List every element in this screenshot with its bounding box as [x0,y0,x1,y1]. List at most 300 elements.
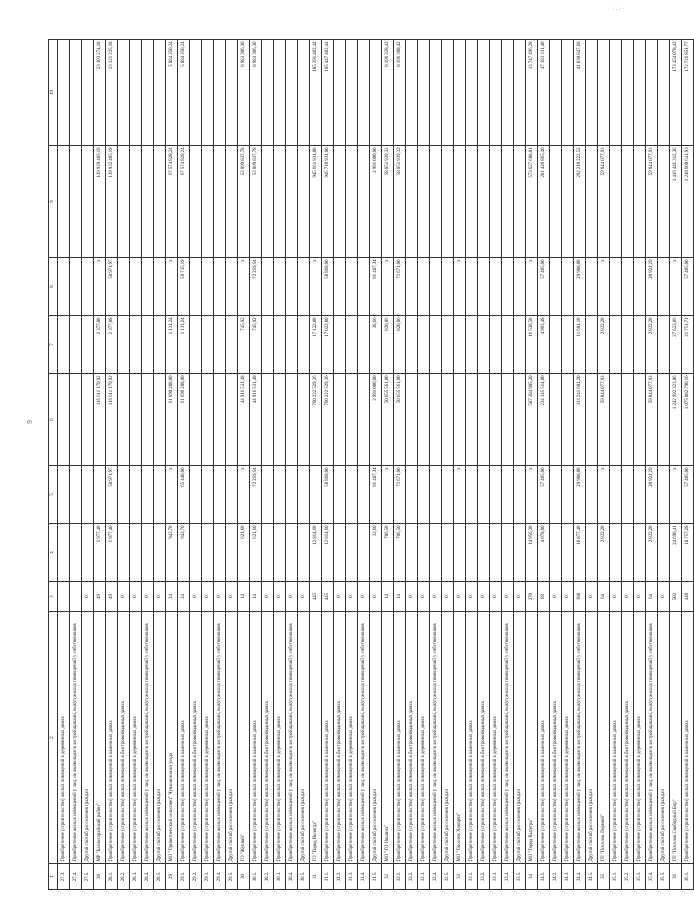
row-value [514,40,526,146]
row-number: 34.3. [562,864,574,890]
table-row [550,40,562,890]
row-value [586,316,598,374]
row-value: 58 971,97 [106,258,118,316]
table-row [574,40,586,890]
row-value: 292 210 222,52 [574,146,586,258]
row-value [658,40,670,146]
row-value: 61 690 288,00 [178,374,190,466]
row-value: 71 671,00 [394,466,406,524]
table-row [634,40,646,890]
row-value: 0 [82,582,94,612]
table-row [274,40,286,890]
row-value [430,316,442,374]
table-row [430,40,442,890]
row-number: 29.1. [178,864,190,890]
row-value [634,146,646,258]
row-value: x [454,258,466,316]
row-number: 28.3. [130,864,142,890]
row-value [442,40,454,146]
row-value: 53 899 837,78 [238,146,250,258]
row-value: 47 183 331,40 [538,40,550,146]
row-value: 0 [634,582,646,612]
row-number: 31.2. [334,864,346,890]
row-value [298,146,310,258]
row-value: 942,70 [178,524,190,582]
row-value [154,146,166,258]
row-value [466,316,478,374]
row-value [262,258,274,316]
row-value: 17 022,80 [322,316,334,374]
row-value: 14 [382,582,394,612]
row-value [118,524,130,582]
row-value [430,374,442,466]
row-value [358,316,370,374]
row-value: 24 [166,582,178,612]
row-value: 139 932 405,19 [106,146,118,258]
row-value: 64 [598,582,610,612]
row-value: 445 [322,582,334,612]
row-value: 24 690,41 [670,524,682,582]
row-value: 945 710 931,80 [322,146,334,258]
column-header: 3 [49,582,58,612]
row-value [82,146,94,258]
row-value [346,374,358,466]
row-value [622,316,634,374]
row-value [466,466,478,524]
row-value: 0 [274,582,286,612]
table-row [310,40,322,890]
row-value: 20 921,29 [646,466,658,524]
row-value [142,146,154,258]
row-value [406,258,418,316]
row-description: Другой способ расселения граждан [514,612,526,864]
table-row [670,40,682,890]
row-description: Приобретение жилых помещений у лиц, не являющихся застройщиками, выкуп жилых помещений у собственников [358,612,370,864]
row-value [286,258,298,316]
row-value [586,524,598,582]
row-value [550,466,562,524]
row-value: 0 [550,582,562,612]
row-number: 31.4. [358,864,370,890]
row-value [490,374,502,466]
table-row [466,40,478,890]
row-value: x [526,466,538,524]
row-value [262,374,274,466]
row-value [466,146,478,258]
row-value [610,466,622,524]
row-value: 0 [406,582,418,612]
row-value [550,40,562,146]
row-number: 29 [166,864,178,890]
row-value [514,466,526,524]
row-value [214,524,226,582]
table-row [250,40,262,890]
row-value [442,146,454,258]
row-value [418,40,430,146]
column-header: 5 [49,466,58,524]
row-value [658,374,670,466]
table-row [622,40,634,890]
row-value [406,466,418,524]
table-row [190,40,202,890]
row-value: 8 983 306,30 [250,40,262,146]
table-row [514,40,526,890]
row-value [298,40,310,146]
row-value [562,374,574,466]
row-value [202,374,214,466]
row-number: 33.3. [490,864,502,890]
row-value: 745,92 [238,316,250,374]
row-value [154,374,166,466]
row-value [334,258,346,316]
row-value [514,146,526,258]
row-value [490,146,502,258]
row-value [58,40,70,146]
row-number: 29.5. [226,864,238,890]
row-value: 945 661 931,80 [310,146,322,258]
header-row [49,40,58,890]
row-description: Приобретение жилых помещений у лиц, не являющихся застройщиками, выкуп жилых помещений у собственников [430,612,442,864]
row-number: 32.1. [394,864,406,890]
row-value [490,316,502,374]
row-value [118,316,130,374]
row-value [334,40,346,146]
row-value [346,524,358,582]
row-value [274,374,286,466]
table-row [406,40,418,890]
row-value [130,466,142,524]
row-value: 59 844 077,93 [598,374,610,466]
row-description: Приобретение жилых помещений у лиц, не являющихся застройщиками, выкуп жилых помещений у собственников [574,612,586,864]
row-number: 27.3. [58,864,70,890]
row-number: 31.5. [370,864,382,890]
row-value: 8 983 306,30 [238,40,250,146]
row-value: 0 [130,582,142,612]
row-value: 14 [394,582,406,612]
row-value: 72 259,54 [250,466,262,524]
row-value [130,524,142,582]
row-value [358,466,370,524]
row-value [406,524,418,582]
row-value [142,316,154,374]
row-value [70,582,82,612]
row-value [70,524,82,582]
row-value [586,258,598,316]
row-number: 35 [598,864,610,890]
row-value: 2 991 000,00 [370,146,382,258]
row-value: 587 384 985,20 [526,374,538,466]
table-row [478,40,490,890]
row-value [466,524,478,582]
row-value [562,40,574,146]
table-row [502,40,514,890]
row-description: Приобретение (строительство) жилых помещений в деревянных домах [58,612,70,864]
row-value [142,258,154,316]
row-value [442,466,454,524]
row-description: Другой способ расселения граждан [442,612,454,864]
row-value [622,374,634,466]
row-value [334,524,346,582]
row-value [214,466,226,524]
row-value [202,524,214,582]
row-value [466,258,478,316]
row-value [478,466,490,524]
row-number: 31 [310,864,322,890]
row-value [346,258,358,316]
row-value [502,40,514,146]
table-row [94,40,106,890]
row-description: Приобретение (строительство) жилых помещений в быстровозводимых домах [190,612,202,864]
row-value: 0 [490,582,502,612]
row-value [190,146,202,258]
row-value [454,524,466,582]
table-row [106,40,118,890]
row-value [58,316,70,374]
row-value: x [166,466,178,524]
row-value [478,374,490,466]
row-number: 30.4. [286,864,298,890]
row-value [58,582,70,612]
row-value [466,374,478,466]
row-value: 173 454 078,42 [670,40,682,146]
row-value [286,316,298,374]
row-number: 35.4. [646,864,658,890]
row-value [430,146,442,258]
row-number: 34 [526,864,538,890]
row-value: 185 391 402,44 [310,40,322,146]
row-value: 172 726 851,77 [682,40,694,146]
row-value [298,316,310,374]
row-description: Приобретение (строительство) жилых помещений в деревянных домах [634,612,646,864]
column-header: 9 [49,146,58,258]
row-value: 2 832,20 [646,524,658,582]
row-value [274,146,286,258]
table-row [382,40,394,890]
row-value: 1 131,24 [178,316,190,374]
row-value [334,316,346,374]
row-value: x [238,466,250,524]
row-value: 0 [142,582,154,612]
row-value [358,374,370,466]
row-value: 58 851 939,32 [394,146,406,258]
row-value: 116 611 179,92 [94,374,106,466]
row-number: 34.2. [550,864,562,890]
row-value: 17 122,80 [310,316,322,374]
row-value: 0 [586,582,598,612]
row-value: 59 844 077,93 [598,146,610,258]
row-value: 745,92 [250,316,262,374]
row-description: Приобретение (строительство) жилых помещений в каменных домах [322,612,334,864]
row-description: Другой способ расселения граждан [298,612,310,864]
table-row [142,40,154,890]
table-row [70,40,82,890]
row-value [406,146,418,258]
row-value: 0 [358,582,370,612]
row-value [634,466,646,524]
row-value: 0 [454,582,466,612]
column-header: 7 [49,316,58,374]
row-value: 0 [442,582,454,612]
row-value: 942,70 [166,524,178,582]
table-row [214,40,226,890]
row-value [658,258,670,316]
row-value [442,524,454,582]
row-value [418,524,430,582]
row-value [466,40,478,146]
row-value [274,40,286,146]
row-description: Приобретение жилых помещений у лиц, не являющихся застройщиками, выкуп жилых помещений у собственников [142,612,154,864]
row-value [418,374,430,466]
page-number: 9 [26,420,34,424]
row-value [190,40,202,146]
row-value [418,258,430,316]
row-value [562,258,574,316]
row-value [82,316,94,374]
row-value [202,316,214,374]
row-number: 28.4. [142,864,154,890]
column-header: 2 [49,612,58,864]
row-value [262,316,274,374]
row-description: Другой способ расселения граждан [82,612,94,864]
row-value [190,258,202,316]
table-row [394,40,406,890]
row-value [502,374,514,466]
row-number: 35.1. [610,864,622,890]
row-value [562,316,574,374]
row-value [298,258,310,316]
row-value [490,258,502,316]
row-value [214,146,226,258]
row-value [658,316,670,374]
row-value [358,146,370,258]
row-value: 16 530,58 [526,316,538,374]
row-description: Приобретение (строительство) жилых помещений в быстровозводимых домах [622,612,634,864]
row-value [514,524,526,582]
row-description: Приобретение (строительство) жилых помещений в деревянных домах [346,612,358,864]
row-value [58,466,70,524]
row-number: 34.4. [574,864,586,890]
column-header: 8 [49,258,58,316]
row-value [154,40,166,146]
row-value [262,524,274,582]
row-value: x [382,258,394,316]
row-value [346,40,358,146]
row-number: 34.5. [586,864,598,890]
row-value: 23 121 225,18 [106,40,118,146]
row-value [514,374,526,466]
column-header: 1 [49,864,58,890]
row-value: 621,60 [238,524,250,582]
row-description: Приобретение (строительство) жилых помещений в каменных домах [250,612,262,864]
row-value: 1 248 608 641,93 [682,146,694,258]
row-value [214,316,226,374]
row-value: 270 [526,582,538,612]
row-value [70,316,82,374]
row-description: Приобретение жилых помещений у лиц, не являющихся застройщиками, выкуп жилых помещений у собственников [502,612,514,864]
row-number: 31.1. [322,864,334,890]
row-value [406,316,418,374]
table-row [262,40,274,890]
row-value [286,524,298,582]
row-value: 8 196 388,42 [394,40,406,146]
row-value [622,466,634,524]
table-row [202,40,214,890]
table-row [682,40,694,890]
row-value: 11 681,10 [574,316,586,374]
row-value [214,374,226,466]
row-value [430,258,442,316]
row-description: Приобретение жилых помещений у лиц, не являющихся застройщиками, выкуп жилых помещений у собственников [214,612,226,864]
row-value: 573 627 688,01 [526,146,538,258]
row-value: x [598,258,610,316]
row-number: 33.1. [466,864,478,890]
row-number: 35.2. [622,864,634,890]
row-description: Приобретение (строительство) жилых помещений в деревянных домах [418,612,430,864]
row-value [418,316,430,374]
row-value [610,258,622,316]
row-value [202,40,214,146]
row-value: 57 405,00 [682,466,694,524]
row-value: 0 [190,582,202,612]
row-description: Приобретение (строительство) жилых помещений в быстровозводимых домах [550,612,562,864]
row-description: Приобретение (строительство) жилых помещений в деревянных домах [562,612,574,864]
row-value: 58 868,00 [322,466,334,524]
row-value [454,40,466,146]
row-number: 32.2. [406,864,418,890]
row-value [634,316,646,374]
row-value [82,40,94,146]
row-value: 57 405,00 [538,258,550,316]
row-description: Другой способ расселения граждан [226,612,238,864]
row-value: 41 030 847,68 [574,40,586,146]
row-value: 0 [658,582,670,612]
row-value [406,374,418,466]
row-value: 27 623,06 [670,316,682,374]
row-value: 281 420 865,40 [538,146,550,258]
row-value [430,466,442,524]
row-value [586,374,598,466]
row-value [562,524,574,582]
row-number: 33.5. [514,864,526,890]
row-number: 27.4. [70,864,82,890]
row-value: 24 [178,582,190,612]
row-value: x [454,466,466,524]
table-row [490,40,502,890]
row-description: Приобретение (строительство) жилых помещений в каменных домах [538,612,550,864]
row-number: 36.1. [682,864,694,890]
row-value [358,524,370,582]
row-value: 1 075 882 790,16 [682,374,694,466]
row-value: 1 977,40 [94,524,106,582]
row-number: 32 [382,864,394,890]
row-value: 14 956,20 [526,524,538,582]
column-header: 19 [49,40,58,146]
row-value [130,316,142,374]
row-value [610,316,622,374]
row-description: Приобретение (строительство) жилых помещений в быстровозводимых домах [334,612,346,864]
row-value: 0 [562,582,574,612]
row-value: 448 [682,582,694,612]
row-description: МО "Город Вытегра" [526,612,538,864]
row-value [202,258,214,316]
row-value: 14 [250,582,262,612]
table-row [358,40,370,890]
row-description: Приобретение жилых помещений у лиц, не являющихся застройщиками, выкуп жилых помещений у собственников [286,612,298,864]
row-value [346,316,358,374]
row-number: 27.5. [82,864,94,890]
row-value: 0 [466,582,478,612]
row-value [346,146,358,258]
